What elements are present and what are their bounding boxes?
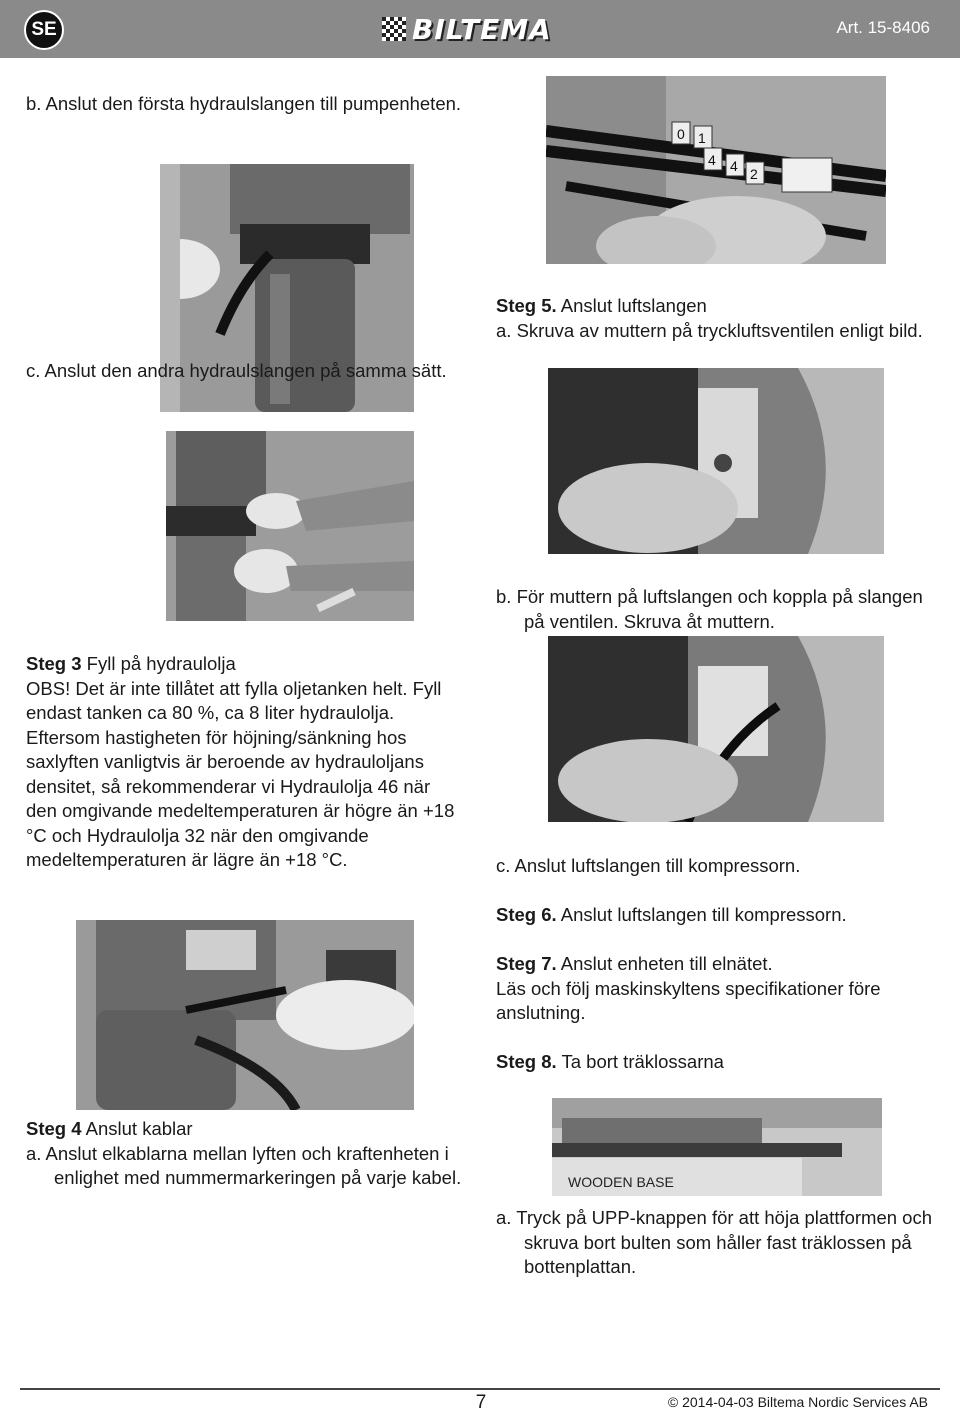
step8-label: Steg 8.: [496, 1051, 557, 1072]
step6-label: Steg 6.: [496, 904, 557, 925]
step3-label: Steg 3: [26, 653, 82, 674]
photo-wooden-base-image: [552, 1098, 882, 1196]
page-number-text: 7: [475, 1392, 487, 1413]
step5-block: [496, 294, 936, 343]
step7-text: Anslut enheten till elnätet.: [556, 953, 773, 974]
step3-title: Fyll på hydraulolja: [81, 653, 236, 674]
article-number: Art. 15-8406: [836, 18, 930, 37]
photo-air-hose-connect: [548, 636, 884, 822]
language-badge: SE: [24, 10, 64, 50]
cable-marker-2: 2: [750, 166, 758, 182]
step2-b-text: b. Anslut den första hydraulslangen till pumpenheten.: [26, 93, 462, 114]
step5-label: Steg 5.: [496, 295, 557, 316]
step6-block: [496, 903, 936, 928]
step2-c-text: c. Anslut den andra hydraulslangen på samma sätt.: [26, 360, 447, 381]
step5-b-block: [496, 585, 936, 634]
photo-hydraulic-hose-2-image: [166, 431, 414, 621]
step7-label: Steg 7.: [496, 953, 557, 974]
photo-air-hose-connect-image: [548, 636, 884, 822]
logo-text: BILTEMA: [412, 12, 552, 46]
step5-a-text: a. Skruva av muttern på tryckluftsventilen enligt bild.: [496, 319, 923, 341]
step3-body: OBS! Det är inte tillåtet att fylla oljetanken helt. Fyll endast tanken ca 80 %, ca 8 liter hydraulolja. Eftersom hastigheten för höjning/sänkning hos saxlyften vanligtvis är beroende av hydrauloljans densitet, så rekommenderar vi Hydraulolja 46 när den omgivande medeltemperaturen är högre än +18 °C och Hydraulolja 32 när den omgivande medeltemperaturen är lägre än +18 °C.: [26, 677, 455, 870]
step4-label: Steg 4: [26, 1118, 82, 1139]
copyright: © 2014-04-03 Biltema Nordic Services AB: [667, 1394, 928, 1410]
photo-fill-oil-image: [76, 920, 414, 1110]
step3-block: [26, 652, 466, 873]
step5-title: Anslut luftslangen: [556, 295, 707, 316]
wooden-base-label: WOODEN BASE: [568, 1174, 674, 1190]
cable-marker-4a: 4: [708, 152, 716, 168]
cable-marker-1: 1: [698, 130, 706, 146]
cable-marker-4b: 4: [730, 158, 738, 174]
step7-block: [496, 952, 946, 1026]
photo-cable-markers: [546, 76, 886, 264]
step3-heading: [26, 652, 466, 677]
biltema-logo: [382, 13, 552, 45]
step6-text: Anslut luftslangen till kompressorn.: [556, 904, 847, 925]
step7-body: Läs och följ maskinskyltens specifikationer före anslutning.: [496, 977, 881, 1023]
step4-title: Anslut kablar: [81, 1118, 193, 1139]
step7-heading: [496, 952, 946, 977]
step5-b-text: b. För muttern på luftslangen och koppla på slangen på ventilen. Skruva åt muttern.: [496, 586, 923, 632]
step4-a-text: a. Anslut elkablarna mellan lyften och kraftenheten i enlighet med nummermarkeringen på varje kabel.: [26, 1142, 462, 1188]
page-number: [466, 1390, 496, 1416]
page-header: [0, 0, 960, 58]
cable-marker-0: 0: [677, 126, 685, 142]
photo-wooden-base: [552, 1098, 882, 1196]
step8-block: [496, 1050, 936, 1075]
photo-air-valve-nut-image: [548, 368, 884, 554]
photo-air-valve-nut: [548, 368, 884, 554]
step5-heading: [496, 294, 936, 319]
step8-a-text: a. Tryck på UPP-knappen för att höja plattformen och skruva bort bulten som håller fast träklossen på bottenplattan.: [496, 1207, 933, 1277]
checkered-flag-icon: [382, 17, 406, 41]
photo-cable-markers-image: [546, 76, 886, 264]
step4-heading: [26, 1117, 466, 1142]
step4-block: [26, 1117, 466, 1191]
step5-c-text: c. Anslut luftslangen till kompressorn.: [496, 855, 801, 876]
photo-hydraulic-hose-2: [166, 431, 414, 621]
photo-fill-oil: [76, 920, 414, 1110]
step8-text: Ta bort träklossarna: [556, 1051, 724, 1072]
